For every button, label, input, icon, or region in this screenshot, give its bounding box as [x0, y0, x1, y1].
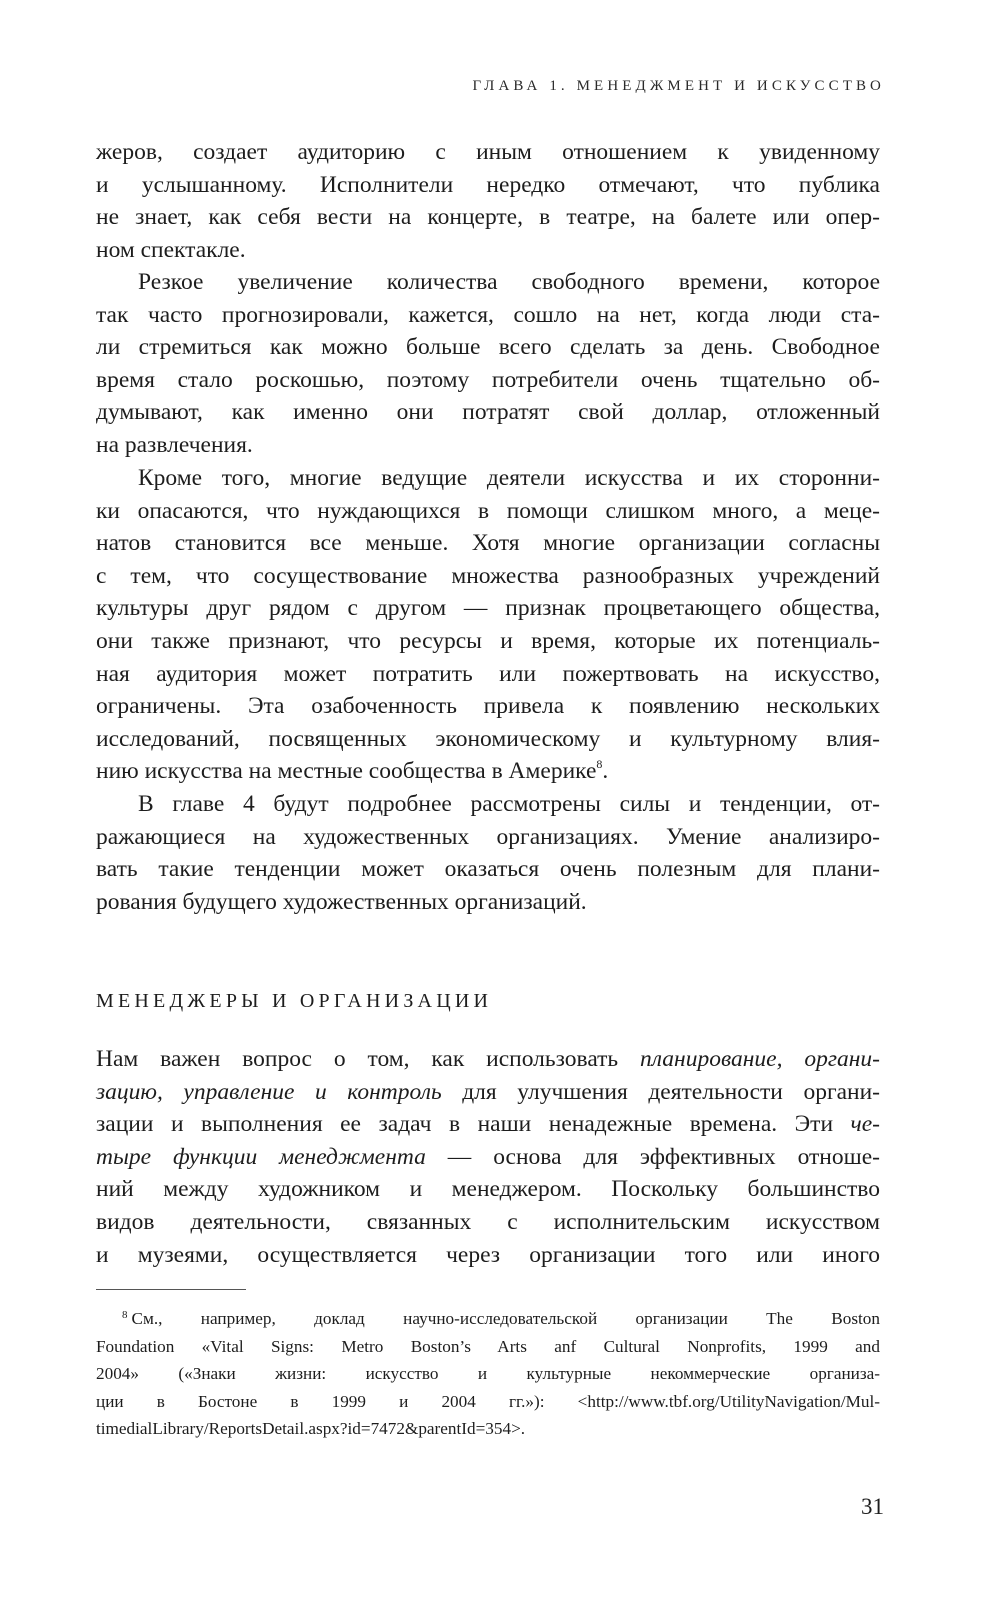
footnote-line: Foundation «Vital Signs: Metro Boston’s Arts anf Cultural Nonprofits, 1999 and: [96, 1336, 880, 1356]
text-run: для улучшения деятельности органи-: [441, 1078, 880, 1105]
text-line: думывают, как именно они потратят свой доллар, отложенный: [96, 399, 880, 426]
text-run: .: [602, 758, 609, 785]
text-line: видов деятельности, связанных с исполнительским искусством: [96, 1208, 880, 1235]
text-line: на развлечения.: [96, 431, 253, 458]
italic-text-run: планирование, органи-: [640, 1046, 880, 1072]
text-line: рования будущего художественных организаций.: [96, 888, 587, 915]
text-run: См., например, доклад научно-исследовательской организации The Boston: [131, 1309, 880, 1328]
text-line: [96, 755, 880, 788]
paragraph-1: [96, 136, 880, 266]
section-heading: МЕНЕДЖЕРЫ И ОРГАНИЗАЦИИ: [96, 990, 493, 1012]
footnote-line: ции в Бостоне в 1999 и 2004 гг.»): <http://www.tbf.org/UtilityNavigation/Mul-: [96, 1391, 880, 1411]
text-line: с тем, что сосуществование множества разнообразных учреждений: [96, 562, 880, 589]
paragraph-3: [96, 462, 880, 788]
text-line: ражающиеся на художественных организациях. Умение анализиро-: [96, 823, 880, 850]
text-line: ная аудитория может потратить или пожертвовать на искусство,: [96, 660, 880, 687]
text-line: не знает, как себя вести на концерте, в театре, на балете или опер-: [96, 204, 880, 231]
text-run: зации и выполнения ее задач в наши ненадежные времена. Эти: [96, 1111, 851, 1138]
italic-text-run: зацию, управление и контроль: [96, 1078, 442, 1105]
text-line: натов становится все меньше. Хотя многие организации согласны: [96, 530, 880, 557]
running-head: ГЛАВА 1. МЕНЕДЖМЕНТ И ИСКУССТВО: [472, 78, 885, 94]
text-line: исследований, посвященных экономическому и культурному влия-: [96, 725, 880, 752]
footnote-marker: 8: [122, 1309, 128, 1321]
footnote-line: 2004» («Знаки жизни: искусство и культурные некоммерческие организа-: [96, 1364, 880, 1383]
text-run: нию искусства на местные сообщества в Америке: [96, 758, 597, 785]
text-line: культуры друг рядом с другом — признак процветающего общества,: [96, 595, 880, 622]
footnote-line: [96, 1305, 880, 1333]
page-number: 31: [861, 1494, 884, 1519]
text-line: они также признают, что ресурсы и время, которые их потенциаль-: [96, 627, 880, 654]
text-line: [96, 1108, 880, 1141]
footnote-divider: [96, 1289, 246, 1290]
text-line: так часто прогнозировали, кажется, сошло на нет, когда люди ста-: [96, 301, 880, 328]
text-line: вать такие тенденции может оказаться очень полезным для плани-: [96, 856, 880, 883]
text-line: ном спектакле.: [96, 236, 246, 263]
text-line: [96, 1043, 880, 1076]
footnote: [96, 1305, 880, 1443]
text-line: Кроме того, многие ведущие деятели искусства и их сторонни-: [138, 465, 880, 491]
text-line: жеров, создает аудиторию с иным отношением к увиденному: [96, 139, 880, 165]
text-line: ограничены. Эта озабоченность привела к появлению нескольких: [96, 693, 880, 720]
text-run: — основа для эффективных отноше-: [425, 1143, 880, 1170]
text-line: и музеями, осуществляется через организации того или иного: [96, 1241, 880, 1268]
italic-text-run: тыре функции менеджмента: [96, 1143, 426, 1170]
text-line: и услышанному. Исполнители нередко отмечают, что публика: [96, 171, 880, 198]
footnote-line: timedialLibrary/ReportsDetail.aspx?id=7472&parentId=354>.: [96, 1419, 526, 1438]
text-line: ли стремиться как можно больше всего сделать за день. Свободное: [96, 334, 880, 361]
footnote-reference[interactable]: 8: [596, 757, 603, 772]
text-line: Резкое увеличение количества свободного времени, которое: [138, 269, 880, 295]
paragraph-2: [96, 266, 880, 462]
text-line: [96, 1076, 880, 1109]
text-line: [96, 1141, 880, 1174]
text-line: ний между художником и менеджером. Поскольку большинство: [96, 1176, 880, 1203]
paragraph-5: [96, 1043, 880, 1271]
text-run: Нам важен вопрос о том, как использовать: [96, 1046, 641, 1072]
text-line: ки опасаются, что нуждающихся в помощи слишком много, а меце-: [96, 497, 880, 524]
italic-text-run: че-: [850, 1111, 880, 1138]
paragraph-4: [96, 788, 880, 918]
text-line: В главе 4 будут подробнее рассмотрены силы и тенденции, от-: [138, 791, 880, 817]
text-line: время стало роскошью, поэтому потребители очень тщательно об-: [96, 366, 880, 393]
